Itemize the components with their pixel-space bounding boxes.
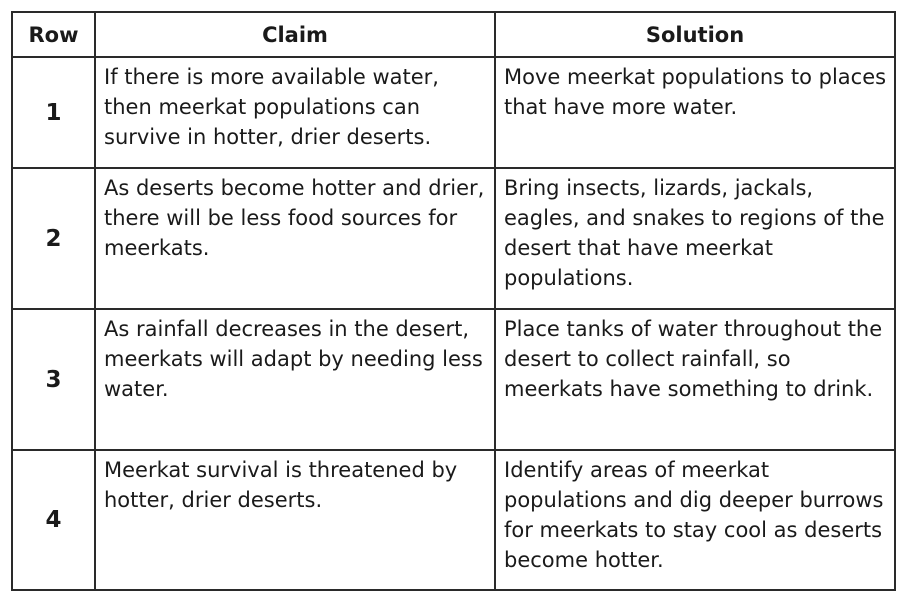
- header-row-number: Row: [12, 12, 95, 57]
- claim-cell: If there is more available water, then meerkat populations can survive in hotter, drier deserts.: [95, 57, 495, 168]
- table-row: [12, 309, 895, 450]
- table-row: [12, 450, 895, 590]
- claim-cell: As rainfall decreases in the desert, meerkats will adapt by needing less water.: [95, 309, 495, 450]
- solution-cell: Move meerkat populations to places that have more water.: [495, 57, 895, 168]
- claims-solutions-table: [11, 11, 896, 591]
- row-number: 2: [12, 168, 95, 309]
- header-claim: Claim: [95, 12, 495, 57]
- row-number: 3: [12, 309, 95, 450]
- header-solution: Solution: [495, 12, 895, 57]
- table-row: [12, 57, 895, 168]
- header-row: [12, 12, 895, 57]
- solution-cell: Identify areas of meerkat populations and dig deeper burrows for meerkats to stay cool as deserts become hotter.: [495, 450, 895, 590]
- solution-cell: Place tanks of water throughout the desert to collect rainfall, so meerkats have something to drink.: [495, 309, 895, 450]
- row-number: 4: [12, 450, 95, 590]
- claim-cell: As deserts become hotter and drier, there will be less food sources for meerkats.: [95, 168, 495, 309]
- solution-cell: Bring insects, lizards, jackals, eagles, and snakes to regions of the desert that have meerkat populations.: [495, 168, 895, 309]
- row-number: 1: [12, 57, 95, 168]
- claim-cell: Meerkat survival is threatened by hotter, drier deserts.: [95, 450, 495, 590]
- table-row: [12, 168, 895, 309]
